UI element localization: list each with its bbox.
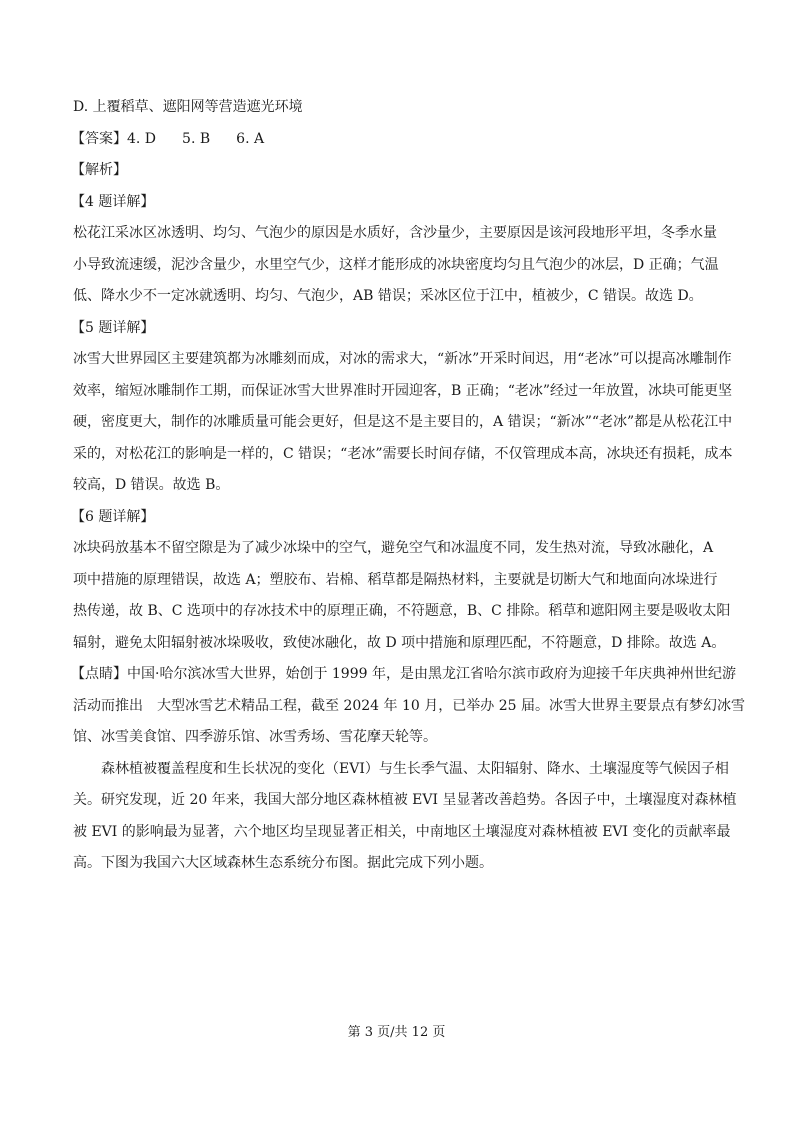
tip-line: 馆、冰雪美食馆、四季游乐馆、冰雪秀场、雪花摩天轮等。 — [73, 729, 437, 745]
analysis-label: 【解析】 — [71, 162, 127, 178]
page-footer: 第 3 页/共 12 页 — [347, 1025, 446, 1040]
answer-item: 6. A — [236, 130, 265, 147]
q5-line: 效率，缩短冰雕制作工期，而保证冰雪大世界准时开园迎客，B 正确；“老冰”经过一年放置，冰块可能更坚 — [73, 382, 733, 399]
q5-line: 较高，D 错误。故选 B。 — [73, 477, 230, 493]
q5-line: 冰雪大世界园区主要建筑都为冰雕刻而成，对冰的需求大，“新冰”开采时间迟，用“老冰”可以提高冰雕制作 — [73, 351, 732, 367]
q4-line: 松花江采冰区冰透明、均匀、气泡少的原因是水质好，含沙量少，主要原因是该河段地形平坦，冬季水量 — [73, 225, 717, 241]
page-content — [71, 92, 745, 880]
option-d: D. 上覆稻草、遮阳网等营造遮光环境 — [73, 99, 303, 115]
passage-line: 森林植被覆盖程度和生长状况的变化（EVI）与生长季气温、太阳辐射、降水、土壤湿度等气候因子相 — [101, 760, 729, 777]
q5-heading: 【5 题详解】 — [71, 319, 155, 336]
tip-text: 中国·哈尔滨冰雪大世界，始创于 1999 年，是由黑龙江省哈尔滨市政府为迎接千年庆典神州世纪游 — [127, 666, 736, 682]
q6-line: 冰块码放基本不留空隙是为了减少冰垛中的空气，避免空气和冰温度不同，发生热对流，导致冰融化，A — [73, 540, 714, 556]
q5-line: 硬，密度更大，制作的冰雕质量可能会更好，但是这不是主要目的，A 错误；“新冰”“老冰”都是从松花江中 — [73, 414, 733, 430]
answer-line — [71, 124, 723, 156]
tip-line — [71, 659, 736, 691]
q5-line: 采的，对松花江的影响是一样的，C 错误；“老冰”需要长时间存储，不仅管理成本高，冰块还有损耗，成本 — [73, 445, 733, 462]
q6-heading: 【6 题详解】 — [71, 508, 155, 525]
q6-line: 热传递，故 B、C 选项中的存冰技术中的原理正确，不符题意，B、C 排除。稻草和遮阳网主要是吸收太阳 — [73, 603, 731, 619]
answer-item: 4. D — [127, 130, 157, 147]
q6-line: 辐射，避免太阳辐射被冰垛吸收，致使冰融化，故 D 项中措施和原理匹配，不符题意，D 排除。故选 A。 — [73, 634, 726, 651]
passage-line: 关。研究发现，近 20 年来，我国大部分地区森林植被 EVI 呈显著改善趋势。各因子中，土壤湿度对森林植 — [73, 792, 737, 808]
answer-item: 5. B — [182, 130, 211, 147]
passage-line: 高。下图为我国六大区域森林生态系统分布图。据此完成下列小题。 — [73, 855, 493, 871]
q4-line: 低、降水少不一定冰就透明、均匀、气泡少，AB 错误；采冰区位于江中，植被少，C 错误。故选 D。 — [73, 288, 703, 304]
tip-line: 活动而推出 大型冰雪艺术精品工程，截至 2024 年 10 月，已举办 25 届。冰雪大世界主要景点有梦幻冰雪 — [73, 697, 745, 714]
q4-line: 小导致流速缓，泥沙含量少，水里空气少，这样才能形成的冰块密度均匀且气泡少的冰层，D 正确；气温 — [73, 256, 719, 273]
answer-label: 【答案】 — [71, 130, 127, 147]
q4-heading: 【4 题详解】 — [71, 193, 155, 210]
passage-line: 被 EVI 的影响最为显著，六个地区均呈现显著正相关，中南地区土壤湿度对森林植被 EVI 变化的贡献率最 — [73, 823, 731, 840]
tip-label: 【点睛】 — [71, 666, 127, 682]
q6-line: 项中措施的原理错误，故选 A；塑胶布、岩棉、稻草都是隔热材料，主要就是切断大气和地面向冰垛进行 — [73, 571, 718, 588]
